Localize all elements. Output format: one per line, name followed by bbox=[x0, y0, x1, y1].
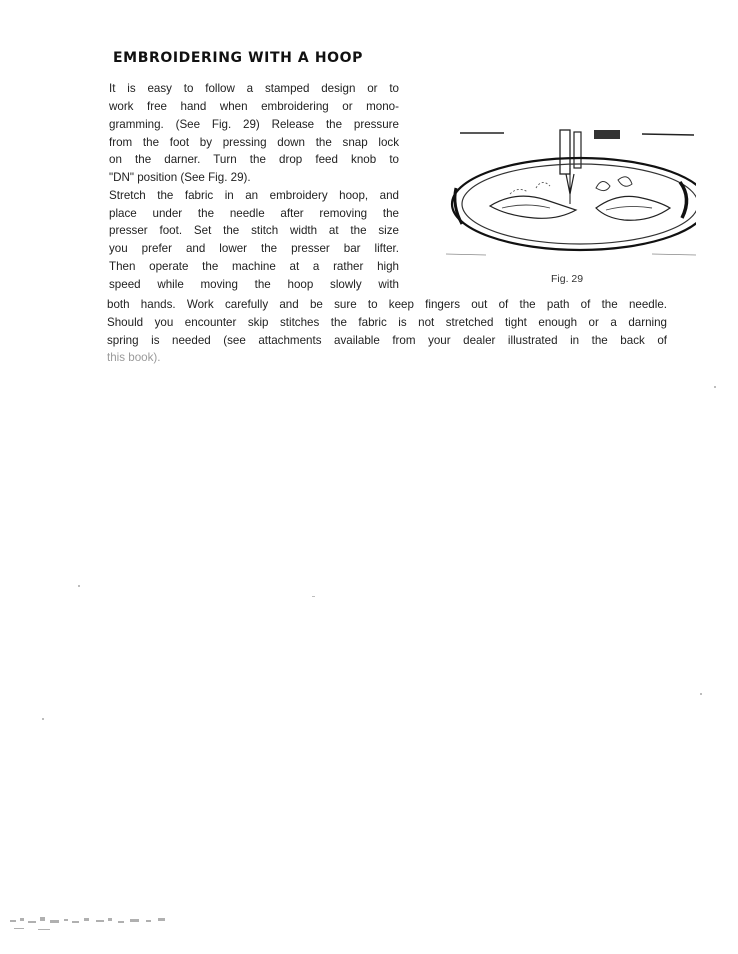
scan-speck bbox=[700, 693, 702, 695]
body-line: this book). bbox=[107, 351, 161, 364]
scan-speck bbox=[42, 718, 44, 720]
body-line: you prefer and lower the presser bar lifter. bbox=[109, 242, 399, 255]
body-line: "DN" position (See Fig. 29). bbox=[109, 171, 251, 184]
body-line: Stretch the fabric in an embroidery hoop, and bbox=[109, 189, 399, 202]
body-line: It is easy to follow a stamped design or to bbox=[109, 82, 399, 95]
scan-speck bbox=[312, 596, 315, 597]
body-line: both hands. Work carefully and be sure to keep fingers out of the path of the needle. bbox=[107, 298, 667, 311]
body-line: Should you encounter skip stitches the fabric is not stretched tight enough or a darning bbox=[107, 316, 667, 329]
body-line: Then operate the machine at a rather high bbox=[109, 260, 399, 273]
body-line: gramming. (See Fig. 29) Release the pressure bbox=[109, 118, 399, 131]
body-line: presser foot. Set the stitch width at the size bbox=[109, 224, 399, 237]
embroidery-hoop-illustration bbox=[446, 128, 696, 260]
body-line: spring is needed (see attachments available from your dealer illustrated in the back of bbox=[107, 334, 667, 347]
body-line: on the darner. Turn the drop feed knob to bbox=[109, 153, 399, 166]
body-line: work free hand when embroidering or mono- bbox=[109, 100, 399, 113]
body-line: place under the needle after removing the bbox=[109, 207, 399, 220]
figure-caption: Fig. 29 bbox=[551, 273, 584, 285]
section-heading: EMBROIDERING WITH A HOOP bbox=[113, 50, 363, 66]
scan-speck bbox=[78, 585, 80, 587]
scan-speck bbox=[714, 386, 716, 388]
scan-noise-strip bbox=[8, 912, 173, 938]
body-line: from the foot by pressing down the snap lock bbox=[109, 136, 399, 149]
body-line: speed while moving the hoop slowly with bbox=[109, 278, 399, 291]
